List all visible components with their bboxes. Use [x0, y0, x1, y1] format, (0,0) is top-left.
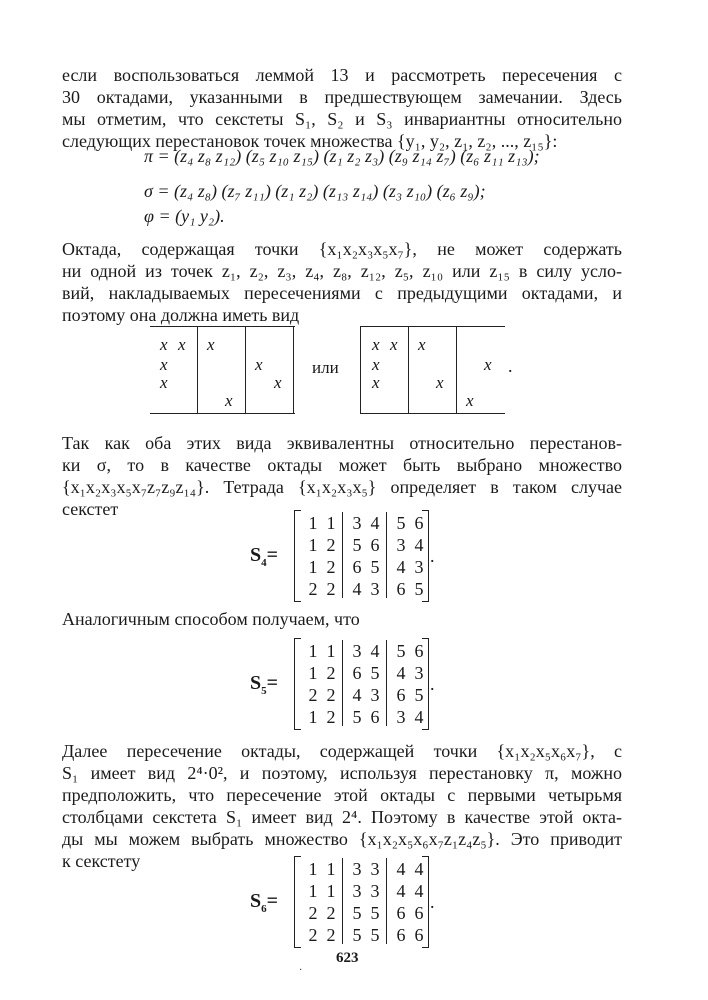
matrix-cell: 3 — [396, 707, 406, 727]
matrix-cell: 4 — [414, 707, 424, 727]
matrix-cell: 2 — [326, 925, 336, 945]
text-line: Далее пересечение октады, содержащей точки {x₁x₂x₅x₆x₇}, с — [62, 741, 622, 761]
matrix-cell: 1 — [308, 881, 318, 901]
octad-point: x — [372, 373, 380, 392]
matrix-period: . — [430, 674, 435, 694]
matrix-cell: 3 — [370, 579, 380, 599]
matrix-cell: 5 — [396, 513, 406, 533]
matrix-cell: 1 — [308, 513, 318, 533]
text-line: мы отметим, что секстеты S₁, S₂ и S₃ инвариантны относительно — [62, 109, 622, 129]
matrix-cell: 1 — [308, 641, 318, 661]
matrix-cell: 2 — [308, 903, 318, 923]
matrix-cell: 4 — [396, 859, 406, 879]
octad-point: x — [160, 335, 168, 354]
matrix-cell: 4 — [396, 881, 406, 901]
text-line: ни одной из точек z₁, z₂, z₃, z₄, z₈, z₁₂, z₅, z₁₀ или z₁₅ в силу усло- — [62, 261, 622, 281]
text-line: 30 октадами, указанными в предшествующем замечании. Здесь — [62, 87, 622, 107]
matrix-cell: 1 — [308, 707, 318, 727]
matrix-cell: 6 — [352, 663, 362, 683]
matrix-cell: 6 — [414, 925, 424, 945]
matrix-cell: 4 — [396, 557, 406, 577]
matrix-cell: 3 — [414, 663, 424, 683]
octad-diagram-left — [150, 326, 295, 414]
matrix-cell: 3 — [352, 513, 362, 533]
matrix-cell: 5 — [352, 707, 362, 727]
text-line: к секстету — [62, 851, 141, 871]
octad-point: x — [225, 391, 233, 410]
page-number: 623 — [336, 950, 359, 966]
matrix-cell: 2 — [326, 557, 336, 577]
matrix-bracket — [294, 638, 301, 730]
matrix-cell: 3 — [370, 859, 380, 879]
text-line: Аналогичным способом получаем, что — [62, 609, 360, 629]
matrix-cell: 6 — [370, 707, 380, 727]
matrix-cell: 2 — [308, 685, 318, 705]
column-divider — [456, 327, 457, 413]
text-line: S₁ имеет вид 2⁴·0², и поэтому, используя перестановку π, можно — [62, 763, 622, 783]
matrix-bracket — [294, 856, 301, 948]
text-line: {x₁x₂x₃x₅x₇z₇z₉z₁₄}. Тетрада {x₁x₂x₃x₅} определяет в таком случае — [62, 477, 622, 497]
matrix-bracket — [294, 510, 301, 602]
matrix-column-separator — [386, 512, 387, 598]
matrix-cell: 1 — [308, 557, 318, 577]
column-divider — [408, 327, 409, 413]
or-label: или — [312, 358, 339, 377]
text-line: вий, накладываемых пересечениями с предыдущими октадами, и — [62, 283, 622, 303]
matrix-cell: 6 — [352, 557, 362, 577]
matrix-cell: 4 — [352, 579, 362, 599]
diagram-period: . — [508, 356, 513, 376]
octad-point: x — [466, 391, 474, 410]
matrix-cell: 4 — [414, 535, 424, 555]
matrix-cell: 4 — [370, 513, 380, 533]
matrix-cell: 5 — [414, 579, 424, 599]
matrix-cell: 4 — [414, 859, 424, 879]
octad-point: x — [274, 373, 282, 392]
matrix-cell: 1 — [308, 859, 318, 879]
matrix-column-separator — [386, 858, 387, 944]
matrix-cell: 5 — [396, 641, 406, 661]
matrix-cell: 2 — [308, 925, 318, 945]
matrix-period: . — [430, 892, 435, 912]
text-line: ды мы можем выбрать множество {x₁x₂x₅x₆x₇z₁z₄z₅}. Это приводит — [62, 829, 622, 849]
matrix-column-separator — [386, 640, 387, 726]
matrix-column-separator — [342, 640, 343, 726]
matrix-cell: 5 — [352, 903, 362, 923]
matrix-cell: 5 — [370, 903, 380, 923]
margin-mark: · — [299, 965, 303, 976]
matrix-cell: 6 — [414, 641, 424, 661]
matrix-cell: 4 — [414, 881, 424, 901]
text-line: предположить, что пересечение этой октады с первыми четырьмя — [62, 785, 622, 805]
octad-point: x — [390, 335, 398, 354]
octad-point: x — [372, 335, 380, 354]
text-line: ки σ, то в качестве октады может быть выбрано множество — [62, 455, 622, 475]
matrix-column-separator — [342, 858, 343, 944]
text-line: если воспользоваться леммой 13 и рассмотреть пересечения с — [62, 65, 622, 85]
matrix-label: $S_6=$ — [250, 890, 279, 915]
octad-point: x — [207, 335, 215, 354]
text-line: столбцами секстета S₁ имеет вид 2⁴. Поэтому в качестве этой окта- — [62, 807, 622, 827]
matrix-cell: 5 — [352, 925, 362, 945]
matrix-cell: 4 — [352, 685, 362, 705]
text-line: поэтому она должна иметь вид — [62, 305, 300, 325]
column-divider — [245, 327, 246, 413]
matrix-cell: 2 — [308, 579, 318, 599]
matrix-cell: 6 — [396, 925, 406, 945]
matrix-cell: 6 — [396, 685, 406, 705]
octad-point: x — [255, 355, 263, 374]
text-line: Октада, содержащая точки {x₁x₂x₃x₅x₇}, не может содержать — [62, 239, 622, 259]
matrix-period: . — [430, 546, 435, 566]
matrix-cell: 5 — [414, 685, 424, 705]
matrix-cell: 1 — [326, 859, 336, 879]
equation-pi: π = (z₄ z₈ z₁₂) (z₅ z₁₀ z₁₅) (z₁ z₂ z₃) (z₉ z₁₄ z₇) (z₆ z₁₁ z₁₃); — [144, 146, 540, 166]
matrix-cell: 5 — [370, 663, 380, 683]
matrix-cell: 6 — [414, 513, 424, 533]
column-divider — [293, 327, 294, 413]
matrix-cell: 1 — [308, 535, 318, 555]
matrix-cell: 5 — [370, 557, 380, 577]
equation-sigma: σ = (z₄ z₈) (z₇ z₁₁) (z₁ z₂) (z₁₃ z₁₄) (z₃ z₁₀) (z₆ z₉); — [144, 181, 486, 201]
matrix-cell: 3 — [352, 859, 362, 879]
text-line: секстет — [62, 499, 119, 519]
octad-point: x — [436, 373, 444, 392]
paragraph-octad — [62, 238, 622, 326]
octad-diagram-right — [360, 326, 505, 414]
matrix-label: $S_4=$ — [250, 544, 279, 569]
matrix-label: $S_5=$ — [250, 672, 279, 697]
matrix-cell: 6 — [396, 903, 406, 923]
matrix-cell: 3 — [352, 641, 362, 661]
matrix-cell: 6 — [414, 903, 424, 923]
octad-point: x — [178, 335, 186, 354]
matrix-cell: 6 — [396, 579, 406, 599]
matrix-cell: 3 — [352, 881, 362, 901]
matrix-cell: 3 — [414, 557, 424, 577]
octad-point: x — [160, 373, 168, 392]
octad-point: x — [418, 335, 426, 354]
text-line: Так как оба этих вида эквивалентны относительно перестанов- — [62, 433, 622, 453]
column-divider — [197, 327, 198, 413]
matrix-cell: 1 — [326, 641, 336, 661]
matrix-cell: 1 — [326, 513, 336, 533]
octad-point: x — [160, 355, 168, 374]
matrix-cell: 1 — [308, 663, 318, 683]
matrix-cell: 4 — [396, 663, 406, 683]
matrix-cell: 3 — [396, 535, 406, 555]
matrix-column-separator — [342, 512, 343, 598]
matrix-cell: 3 — [370, 881, 380, 901]
matrix-cell: 2 — [326, 685, 336, 705]
paragraph-intro — [62, 64, 622, 152]
matrix-cell: 3 — [370, 685, 380, 705]
paragraph-similarly — [62, 608, 622, 630]
equation-phi: φ = (y₁ y₂). — [144, 206, 225, 226]
text-line: следующих перестановок точек множества {y₁, y₂, z₁, z₂, ..., z₁₅}: — [62, 131, 558, 151]
paragraph-further — [62, 740, 622, 872]
matrix-cell: 2 — [326, 535, 336, 555]
matrix-cell: 2 — [326, 579, 336, 599]
matrix-cell: 2 — [326, 903, 336, 923]
matrix-cell: 5 — [370, 925, 380, 945]
matrix-cell: 5 — [352, 535, 362, 555]
matrix-cell: 2 — [326, 663, 336, 683]
octad-point: x — [372, 355, 380, 374]
matrix-cell: 4 — [370, 641, 380, 661]
matrix-cell: 1 — [326, 881, 336, 901]
matrix-cell: 2 — [326, 707, 336, 727]
octad-point: x — [484, 355, 492, 374]
column-divider — [360, 327, 361, 413]
matrix-cell: 6 — [370, 535, 380, 555]
paragraph-equivalence — [62, 432, 622, 520]
